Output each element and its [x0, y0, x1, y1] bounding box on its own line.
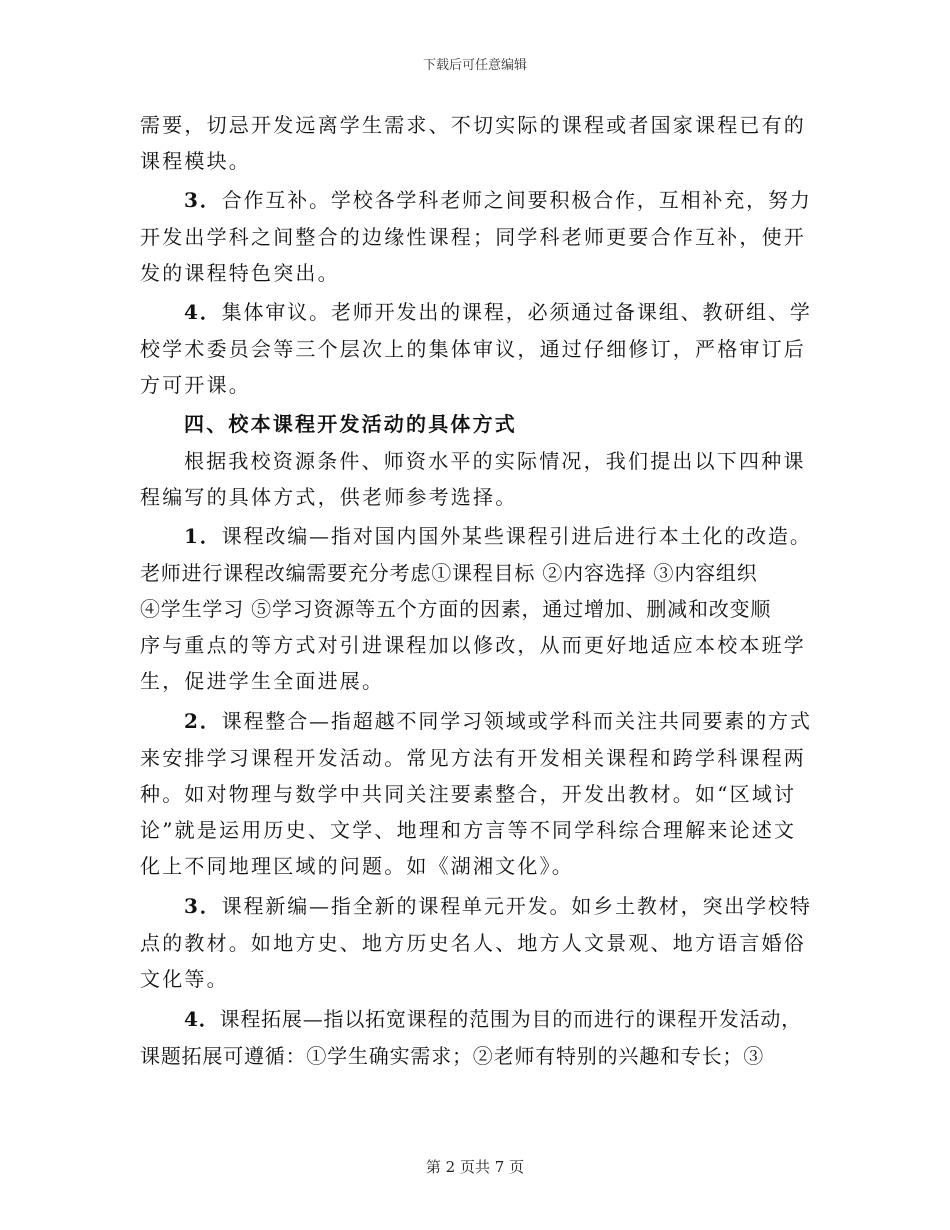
list-item-line: [184, 708, 812, 734]
text-line: 方可开课。: [140, 373, 251, 397]
text-line: 课题拓展可遵循：①学生确实需求；②老师有特别的兴趣和专长；③: [140, 1044, 764, 1068]
list-item-line: [184, 187, 812, 213]
text-line: 论”就是运用历史、文学、地理和方言等不同学科综合理解来论述文: [140, 818, 797, 842]
text-line: 程编写的具体方式，供老师参考选择。: [140, 485, 518, 509]
page-header: 下载后可任意编辑: [422, 58, 527, 73]
text-line: 序与重点的等方式对引进课程加以修改，从而更好地适应本校本班学: [140, 633, 806, 657]
list-text: 课程拓展—指以拓宽课程的范围为目的而进行的课程开发活动，: [219, 1007, 802, 1031]
list-text: 集体审议。老师开发出的课程，必须通过备课组、教研组、学: [221, 300, 812, 324]
text-line: 老师进行课程改编需要充分考虑①课程目标 ②内容选择 ③内容组织: [140, 561, 758, 585]
text-line: 点的教材。如地方史、地方历史名人、地方人文景观、地方语言婚俗: [140, 931, 806, 955]
list-text: 合作互补。学校各学科老师之间要积极合作，互相补充，努力: [221, 188, 812, 212]
text-line: 校学术委员会等三个层次上的集体审议，通过仔细修订，严格审订后: [140, 337, 806, 361]
list-text: 课程整合—指超越不同学习领域或学科而关注共同要素的方式: [221, 709, 812, 733]
text-line: 开发出学科之间整合的边缘性课程；同学科老师更要合作互补，使开: [140, 225, 806, 249]
text-line: 发的课程特色突出。: [140, 261, 340, 285]
list-number: 3．: [184, 188, 222, 212]
text-line: 种。如对物理与数学中共同关注要素整合，开发出教材。如“区域讨: [140, 782, 797, 806]
text-line: 来安排学习课程开发活动。常见方法有开发相关课程和跨学科课程两: [140, 746, 806, 770]
text-line: 课程模块。: [140, 149, 251, 173]
list-text: 课程改编—指对国内国外某些课程引进后进行本土化的改造。: [221, 524, 812, 548]
list-text: 课程新编—指全新的课程单元开发。如乡土教材，突出学校特: [221, 894, 812, 918]
section-heading: 四、校本课程开发活动的具体方式: [184, 412, 517, 436]
list-number: 2．: [184, 709, 222, 733]
text-line: ④学生学习 ⑤学习资源等五个方面的因素，通过增加、删减和改变顺: [140, 597, 772, 621]
page-footer: 第 2 页共 7 页: [425, 1158, 525, 1176]
text-line: 需要，切忌开发远离学生需求、不切实际的课程或者国家课程已有的: [140, 113, 806, 137]
text-line: 文化等。: [140, 967, 229, 991]
list-number: 1．: [184, 524, 222, 548]
text-line: 根据我校资源条件、师资水平的实际情况，我们提出以下四种课: [184, 449, 806, 473]
list-item-line: [184, 1006, 802, 1032]
list-item-line: [184, 893, 812, 919]
list-number: 3．: [184, 894, 222, 918]
text-line: 化上不同地理区域的问题。如《湖湘文化》。: [140, 854, 574, 878]
list-item-line: [184, 523, 812, 549]
list-item-line: [184, 299, 812, 325]
text-line: 生，促进学生全面进展。: [140, 669, 385, 693]
list-number: 4．: [184, 300, 222, 324]
list-number: 4．: [184, 1007, 220, 1031]
